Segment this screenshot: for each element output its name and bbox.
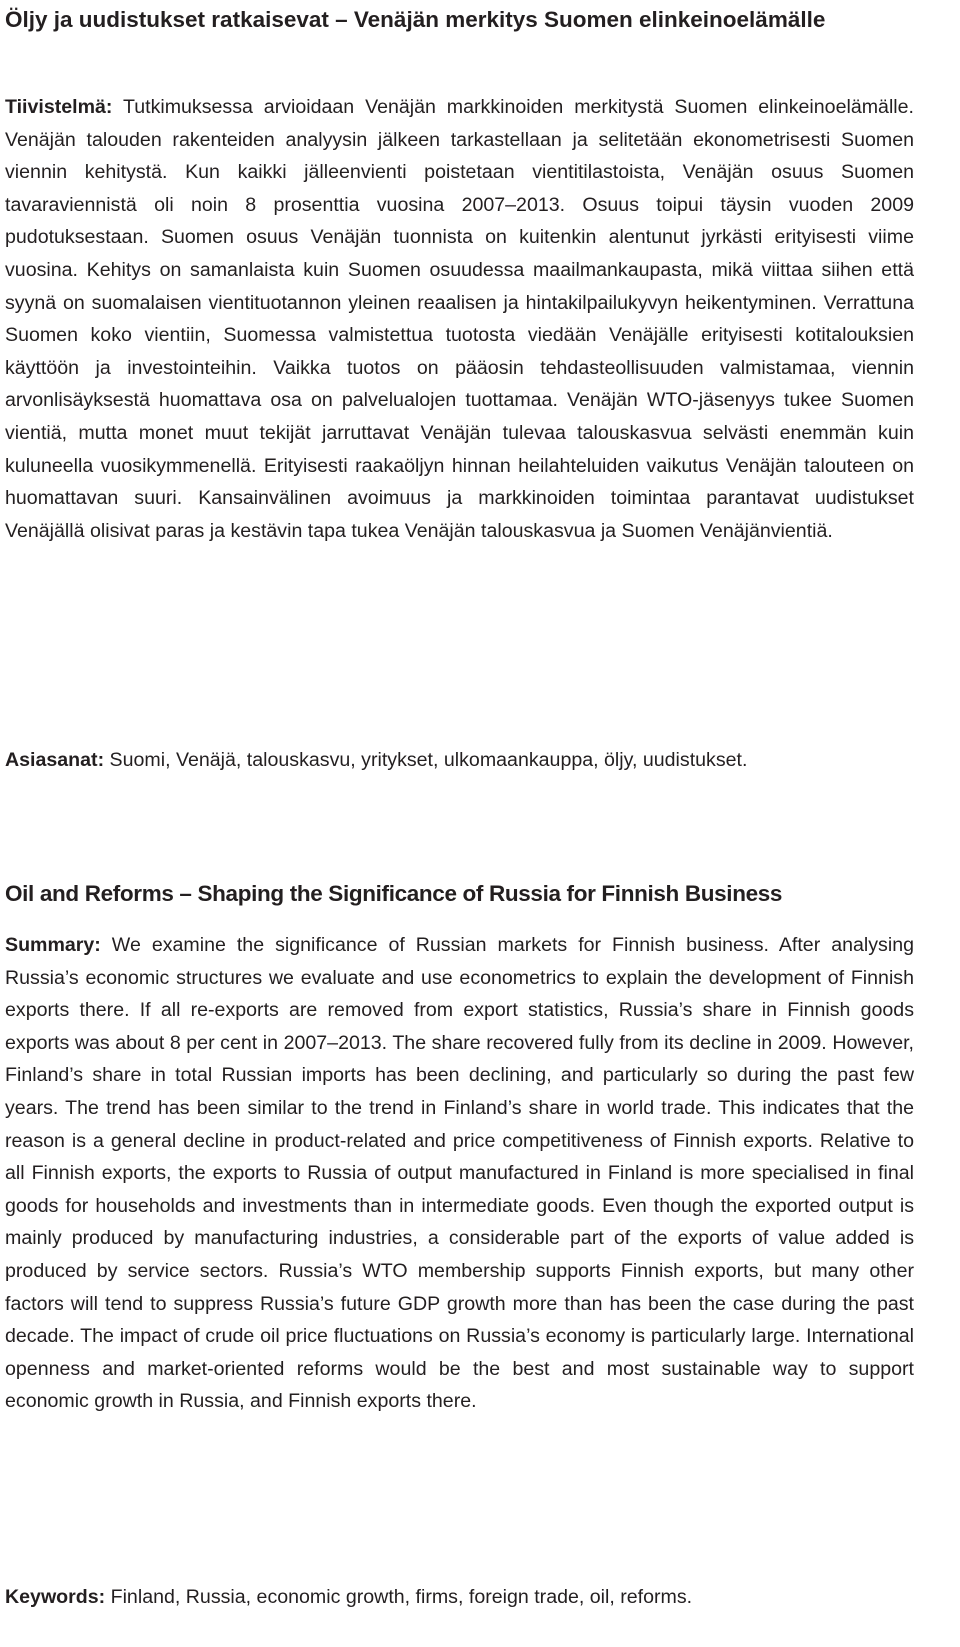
finnish-summary-text: Tutkimuksessa arvioidaan Venäjän markkinoiden merkitystä Suomen elinkeinoelämälle. Venäjän talouden rakenteiden analyysin jälkeen tarkastellaan ja selitetään ekonometrisesti Suomen viennin kehitystä. Kun kaikki jälleenvienti poistetaan vientitilastoista, Venäjän osuus Suomen tavaraviennistä oli noin 8 prosenttia vuosina 2007–2013. Osuus toipui täysin vuoden 2009 pudotuksestaan. Suomen osuus Venäjän tuonnista on kuitenkin alentunut jyrkästi erityisesti viime vuosina. Kehitys on samanlaista kuin Suomen osuudessa maailmankaupasta, mikä viittaa siihen että syynä on suomalaisen vientituotannon yleinen reaalisen ja hintakilpailukyvyn heikentyminen. Verrattuna Suomen koko vientiin, Suomessa valmistettua tuotosta viedään Venäjälle erityisesti kotitalouksien käyttöön ja investointeihin. Vaikka tuotos on pääosin tehdasteollisuuden valmistamaa, viennin arvonlisäyksestä huomattava osa on palvelualojen tuottamaa. Venäjän WTO-jäsenyys tukee Suomen vientiä, mutta monet muut tekijät jarruttavat Venäjän tulevaa talouskasvua selvästi enemmän kuin kuluneella vuosikymmenellä. Erityisesti raakaöljyn hinnan heilahteluiden vaikutus Venäjän talouteen on huomattavan suuri. Kansainvälinen avoimuus ja markkinoiden toimintaa parantavat uudistukset Venäjällä olisivat paras ja kestävin tapa tukea Venäjän talouskasvua ja Suomen Venäjänvientiä.: [5, 96, 914, 542]
finnish-keywords: [5, 744, 914, 777]
finnish-keywords-text: Suomi, Venäjä, talouskasvu, yritykset, ulkomaankauppa, öljy, uudistukset.: [104, 749, 748, 771]
english-keywords-label: Keywords:: [5, 1586, 106, 1608]
finnish-keywords-label: Asiasanat:: [5, 749, 105, 771]
english-keywords: [5, 1581, 914, 1614]
english-title: Oil and Reforms – Shaping the Significance of Russia for Finnish Business: [5, 881, 783, 906]
english-summary-label: Summary:: [5, 934, 101, 956]
english-keywords-text: Finland, Russia, economic growth, firms, foreign trade, oil, reforms.: [105, 1586, 693, 1608]
english-summary-text: We examine the significance of Russian markets for Finnish business. After analysing Russia’s economic structures we evaluate and use econometrics to explain the development of Finnish exports there. If all re-exports are removed from export statistics, Russia’s share in Finnish goods exports was about 8 per cent in 2007–2013. The share recovered fully from its decline in 2009. However, Finland’s share in total Russian imports has been declining, and particularly so during the past few years. The trend has been similar to the trend in Finland’s share in world trade. This indicates that the reason is a general decline in product-related and price competitiveness of Finnish exports. Relative to all Finnish exports, the exports to Russia of output manufactured in Finland is more specialised in final goods for households and investments than in intermediate goods. Even though the exported output is mainly produced by manufacturing industries, a considerable part of the exports of value added is produced by service sectors. Russia’s WTO membership supports Finnish exports, but many other factors will tend to suppress Russia’s future GDP growth more than has been the case during the past decade. The impact of crude oil price fluctuations on Russia’s economy is particularly large. International openness and market-oriented reforms would be the best and most sustainable way to support economic growth in Russia, and Finnish exports there.: [5, 934, 914, 1413]
english-summary: [5, 929, 914, 1418]
finnish-summary: [5, 91, 914, 547]
finnish-title: Öljy ja uudistukset ratkaisevat – Venäjän merkitys Suomen elinkeinoelämälle: [5, 7, 826, 32]
finnish-summary-label: Tiivistelmä:: [5, 96, 113, 118]
